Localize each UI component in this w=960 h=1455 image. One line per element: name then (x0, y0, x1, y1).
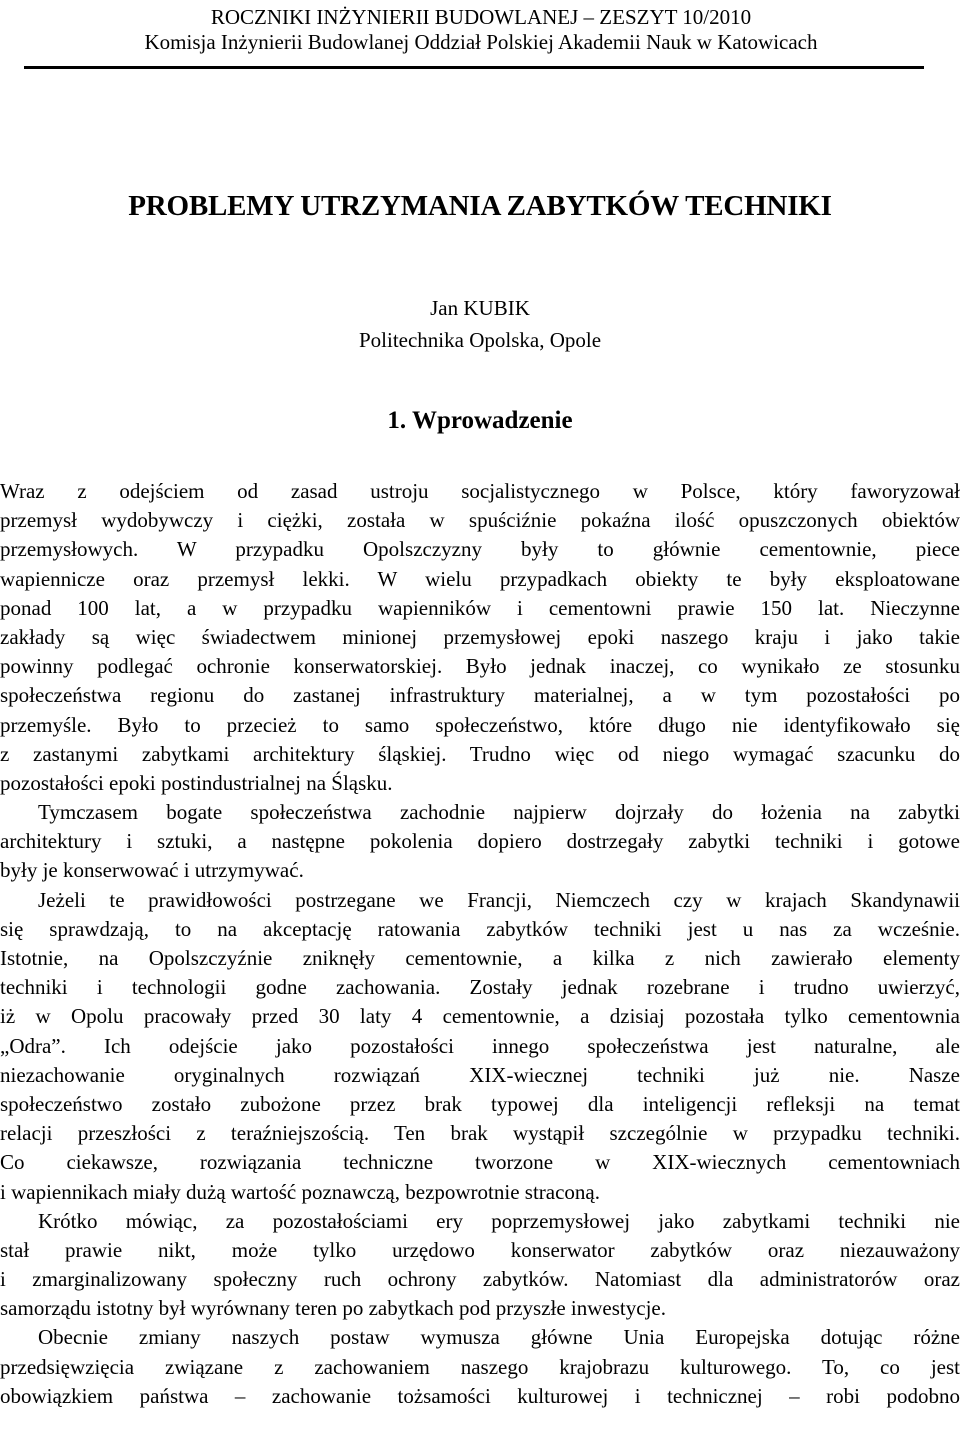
paragraph-line: Tymczasem bogate społeczeństwa zachodnie najpierw dojrzały do łożenia na zabytki (38, 800, 960, 825)
paragraph-line: były je konserwować i utrzymywać. (0, 858, 304, 883)
paragraph-line: wapiennicze oraz przemysł lekki. W wielu przypadkach obiekty te były eksploatowane (0, 566, 960, 591)
author-name: Jan KUBIK (430, 296, 530, 320)
journal-title: ROCZNIKI INŻYNIERII BUDOWLANEJ – ZESZYT 10/2010 (210, 5, 752, 29)
paragraph (0, 477, 960, 798)
paragraph-line: architektury i sztuki, a następne pokolenia dopiero dostrzegały zabytki techniki i gotowe (0, 829, 960, 854)
paragraph-line: Krótko mówiąc, za pozostałościami ery poprzemysłowej jako zabytkami techniki nie (38, 1208, 960, 1233)
journal-committee: Komisja Inżynierii Budowlanej Oddział Polskiej Akademii Nauk w Katowicach (144, 30, 818, 54)
paragraph-line: Istotnie, na Opolszczyźnie zniknęły cementownie, a kilka z nich zawierało elementy (0, 946, 960, 970)
paragraph-line: się sprawdzają, to na akceptację ratowania zabytków techniki jest u nas za wcześnie. (0, 916, 960, 941)
paragraph-line: samorządu istotny był wyrównany teren po zabytkach pod przyszłe inwestycje. (0, 1296, 666, 1321)
paragraph-line: techniki i technologii godne zachowania. Zostały jednak rozebrane i trudno uwierzyć, (0, 975, 960, 1000)
paragraph-line: przedsięwzięcia związane z zachowaniem naszego krajobrazu kulturowego. To, co jest (0, 1354, 960, 1379)
paragraph-line: przemysłowych. W przypadku Opolszczyzny były to głównie cementownie, piece (0, 537, 960, 562)
paragraph-line: stał prawie nikt, może tylko urzędowo konserwator zabytków oraz niezauważony (0, 1237, 960, 1262)
paragraph-line: pozostałości epoki postindustrialnej na Śląsku. (0, 770, 393, 795)
paragraph-line: „Odra”. Ich odejście jako pozostałości innego społeczeństwa jest naturalne, ale (0, 1033, 960, 1058)
paragraph-line: i zmarginalizowany społeczny ruch ochrony zabytków. Natomiast dla administratorów oraz (0, 1267, 960, 1292)
paragraph (0, 1207, 960, 1324)
paragraph-line: Obecnie zmiany naszych postaw wymusza główne Unia Europejska dotując różne (38, 1325, 960, 1350)
paragraph-line: społeczeństwo zostało zubożone przez brak typowej dla inteligencji refleksji na temat (0, 1091, 960, 1116)
paragraph-line: iż w Opolu pracowały przed 30 laty 4 cementownie, a dzisiaj pozostała tylko cementownia (0, 1004, 960, 1029)
paragraph-line: relacji przeszłości z teraźniejszością. Ten brak wystąpił szczególnie w przypadku techniki. (0, 1121, 960, 1146)
paragraph-line: niezachowanie oryginalnych rozwiązań XIX-wiecznej techniki już nie. Nasze (0, 1062, 960, 1087)
paragraph-line: zakłady są więc świadectwem minionej przemysłowej epoki naszego kraju i jako takie (0, 624, 960, 649)
paragraph-line: Wraz z odejściem od zasad ustroju socjalistycznego w Polsce, który faworyzował (0, 479, 960, 503)
article-title: PROBLEMY UTRZYMANIA ZABYTKÓW TECHNIKI (128, 190, 832, 222)
paragraph-line: Jeżeli te prawidłowości postrzegane we Francji, Niemczech czy w krajach Skandynawii (38, 887, 960, 912)
paragraph (0, 886, 960, 1207)
header-rule (24, 66, 924, 69)
paragraph-line: powinny podlegać ochronie konserwatorskiej. Było jednak inaczej, co wynikało ze stosunku (0, 654, 960, 679)
section-heading: 1. Wprowadzenie (387, 407, 573, 434)
paragraph-line: ponad 100 lat, a w przypadku wapienników i cementowni prawie 150 lat. Nieczynne (0, 595, 960, 620)
journal-header (66, 5, 896, 55)
author-block (0, 292, 960, 356)
paragraph-line: Co ciekawsze, rozwiązania techniczne tworzone w XIX-wiecznych cementowniach (0, 1150, 960, 1175)
paragraph-line: i wapiennikach miały dużą wartość poznawczą, bezpowrotnie straconą. (0, 1179, 600, 1204)
paragraph-line: z zastanymi zabytkami architektury śląskiej. Trudno więc od niego wymagać szacunku do (0, 741, 960, 766)
paragraph-line: przemyśle. Było to przecież to samo społeczeństwo, które długo nie identyfikowało się (0, 712, 960, 737)
author-affiliation: Politechnika Opolska, Opole (358, 328, 602, 352)
body-text (0, 477, 960, 1411)
paragraph-line: obowiązkiem państwa – zachowanie tożsamości kulturowej i technicznej – robi podobno (0, 1383, 960, 1408)
paragraph-line: przemysł wydobywczy i ciężki, została w spuściźnie pokaźna ilość opuszczonych obiektów (0, 508, 960, 533)
paragraph-line: społeczeństwa regionu do zastanej infrastruktury materialnej, a w tym pozostałości po (0, 683, 960, 708)
paragraph (0, 1323, 960, 1411)
paragraph (0, 798, 960, 886)
